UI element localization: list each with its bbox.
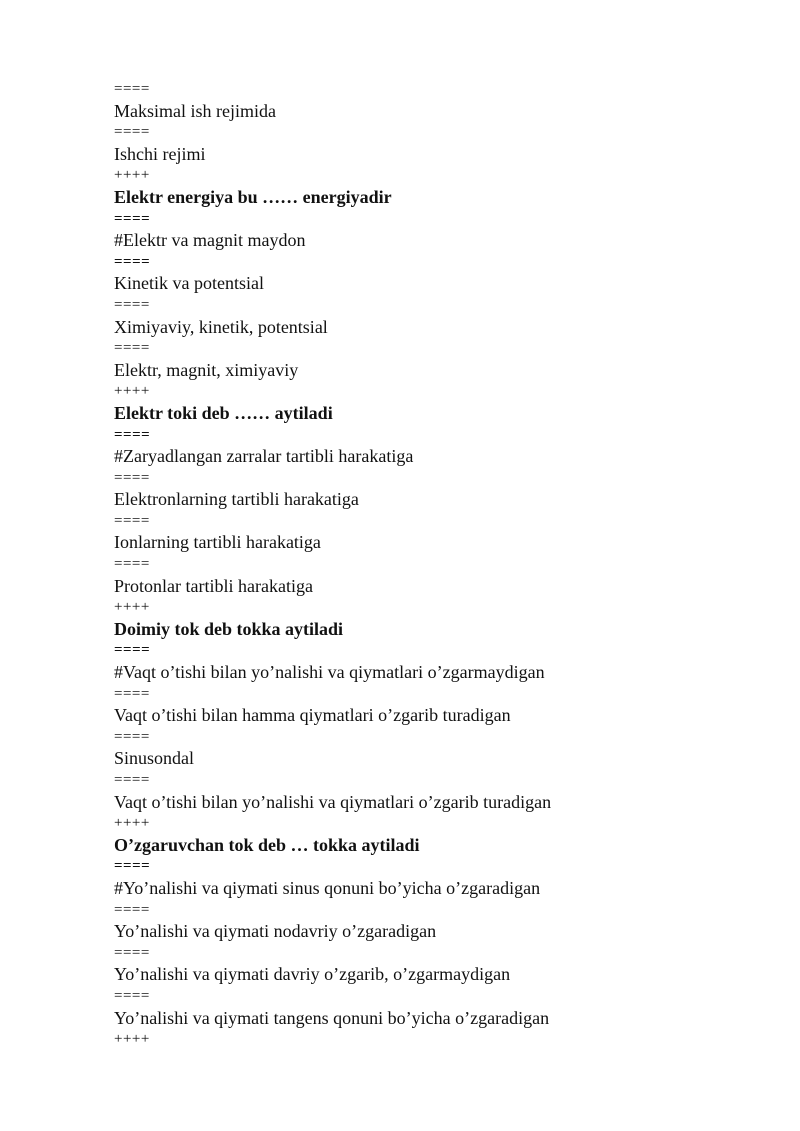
- answer-option: #Elektr va magnit maydon: [114, 230, 306, 251]
- separator-line: ====: [114, 469, 150, 486]
- answer-option: Yo’nalishi va qiymati nodavriy o’zgaradigan: [114, 921, 437, 942]
- answer-option: #Zaryadlangan zarralar tartibli harakatiga: [114, 446, 414, 467]
- answer-option: Elektr, magnit, ximiyaviy: [114, 359, 299, 380]
- answer-option: Protonlar tartibli harakatiga: [114, 575, 313, 596]
- separator-line: ====: [114, 253, 151, 270]
- answer-option: #Yo’nalishi va qiymati sinus qonuni bo’yicha o’zgaradigan: [114, 877, 541, 898]
- answer-option: Sinusondal: [114, 748, 195, 769]
- separator-line: ++++: [114, 383, 150, 400]
- separator-line: ====: [114, 901, 150, 918]
- separator-line: ====: [114, 642, 151, 659]
- answer-option: Kinetik va potentsial: [114, 273, 264, 294]
- answer-option: Yo’nalishi va qiymati tangens qonuni bo’yicha o’zgaradigan: [114, 1007, 550, 1028]
- separator-line: ====: [114, 81, 150, 97]
- separator-line: ====: [114, 340, 150, 357]
- answer-option: Ximiyaviy, kinetik, potentsial: [114, 316, 328, 337]
- answer-option: Vaqt o’tishi bilan yo’nalishi va qiymatlari o’zgarib turadigan: [114, 791, 552, 812]
- answer-option: Ionlarning tartibli harakatiga: [114, 532, 321, 553]
- test-document: [114, 79, 754, 1051]
- separator-line: ====: [114, 512, 150, 529]
- separator-line: ====: [114, 944, 150, 961]
- question-text: Elektr energiya bu …… energiyadir: [114, 186, 392, 207]
- separator-line: ====: [114, 858, 151, 875]
- separator-line: ====: [114, 685, 150, 702]
- separator-line: ====: [114, 426, 151, 443]
- separator-line: ++++: [114, 167, 150, 184]
- separator-line: ++++: [114, 1031, 150, 1048]
- answer-option: Maksimal ish rejimida: [114, 100, 276, 121]
- separator-line: ====: [114, 296, 150, 313]
- answer-option: Elektronlarning tartibli harakatiga: [114, 489, 359, 510]
- separator-line: ====: [114, 124, 150, 141]
- question-text: Elektr toki deb …… aytiladi: [114, 402, 333, 423]
- question-text: Doimiy tok deb tokka aytiladi: [114, 618, 344, 639]
- separator-line: ====: [114, 210, 151, 227]
- separator-line: ====: [114, 556, 150, 573]
- answer-option: Ishchi rejimi: [114, 143, 206, 164]
- separator-line: ++++: [114, 599, 150, 616]
- separator-line: ====: [114, 728, 150, 745]
- separator-line: ====: [114, 987, 150, 1004]
- answer-option: #Vaqt o’tishi bilan yo’nalishi va qiymatlari o’zgarmaydigan: [114, 662, 545, 683]
- answer-option: Vaqt o’tishi bilan hamma qiymatlari o’zgarib turadigan: [114, 705, 511, 726]
- separator-line: ++++: [114, 815, 150, 832]
- separator-line: ====: [114, 772, 150, 788]
- question-text: O’zgaruvchan tok deb … tokka aytiladi: [114, 834, 420, 855]
- answer-option: Yo’nalishi va qiymati davriy o’zgarib, o’zgarmaydigan: [114, 964, 511, 985]
